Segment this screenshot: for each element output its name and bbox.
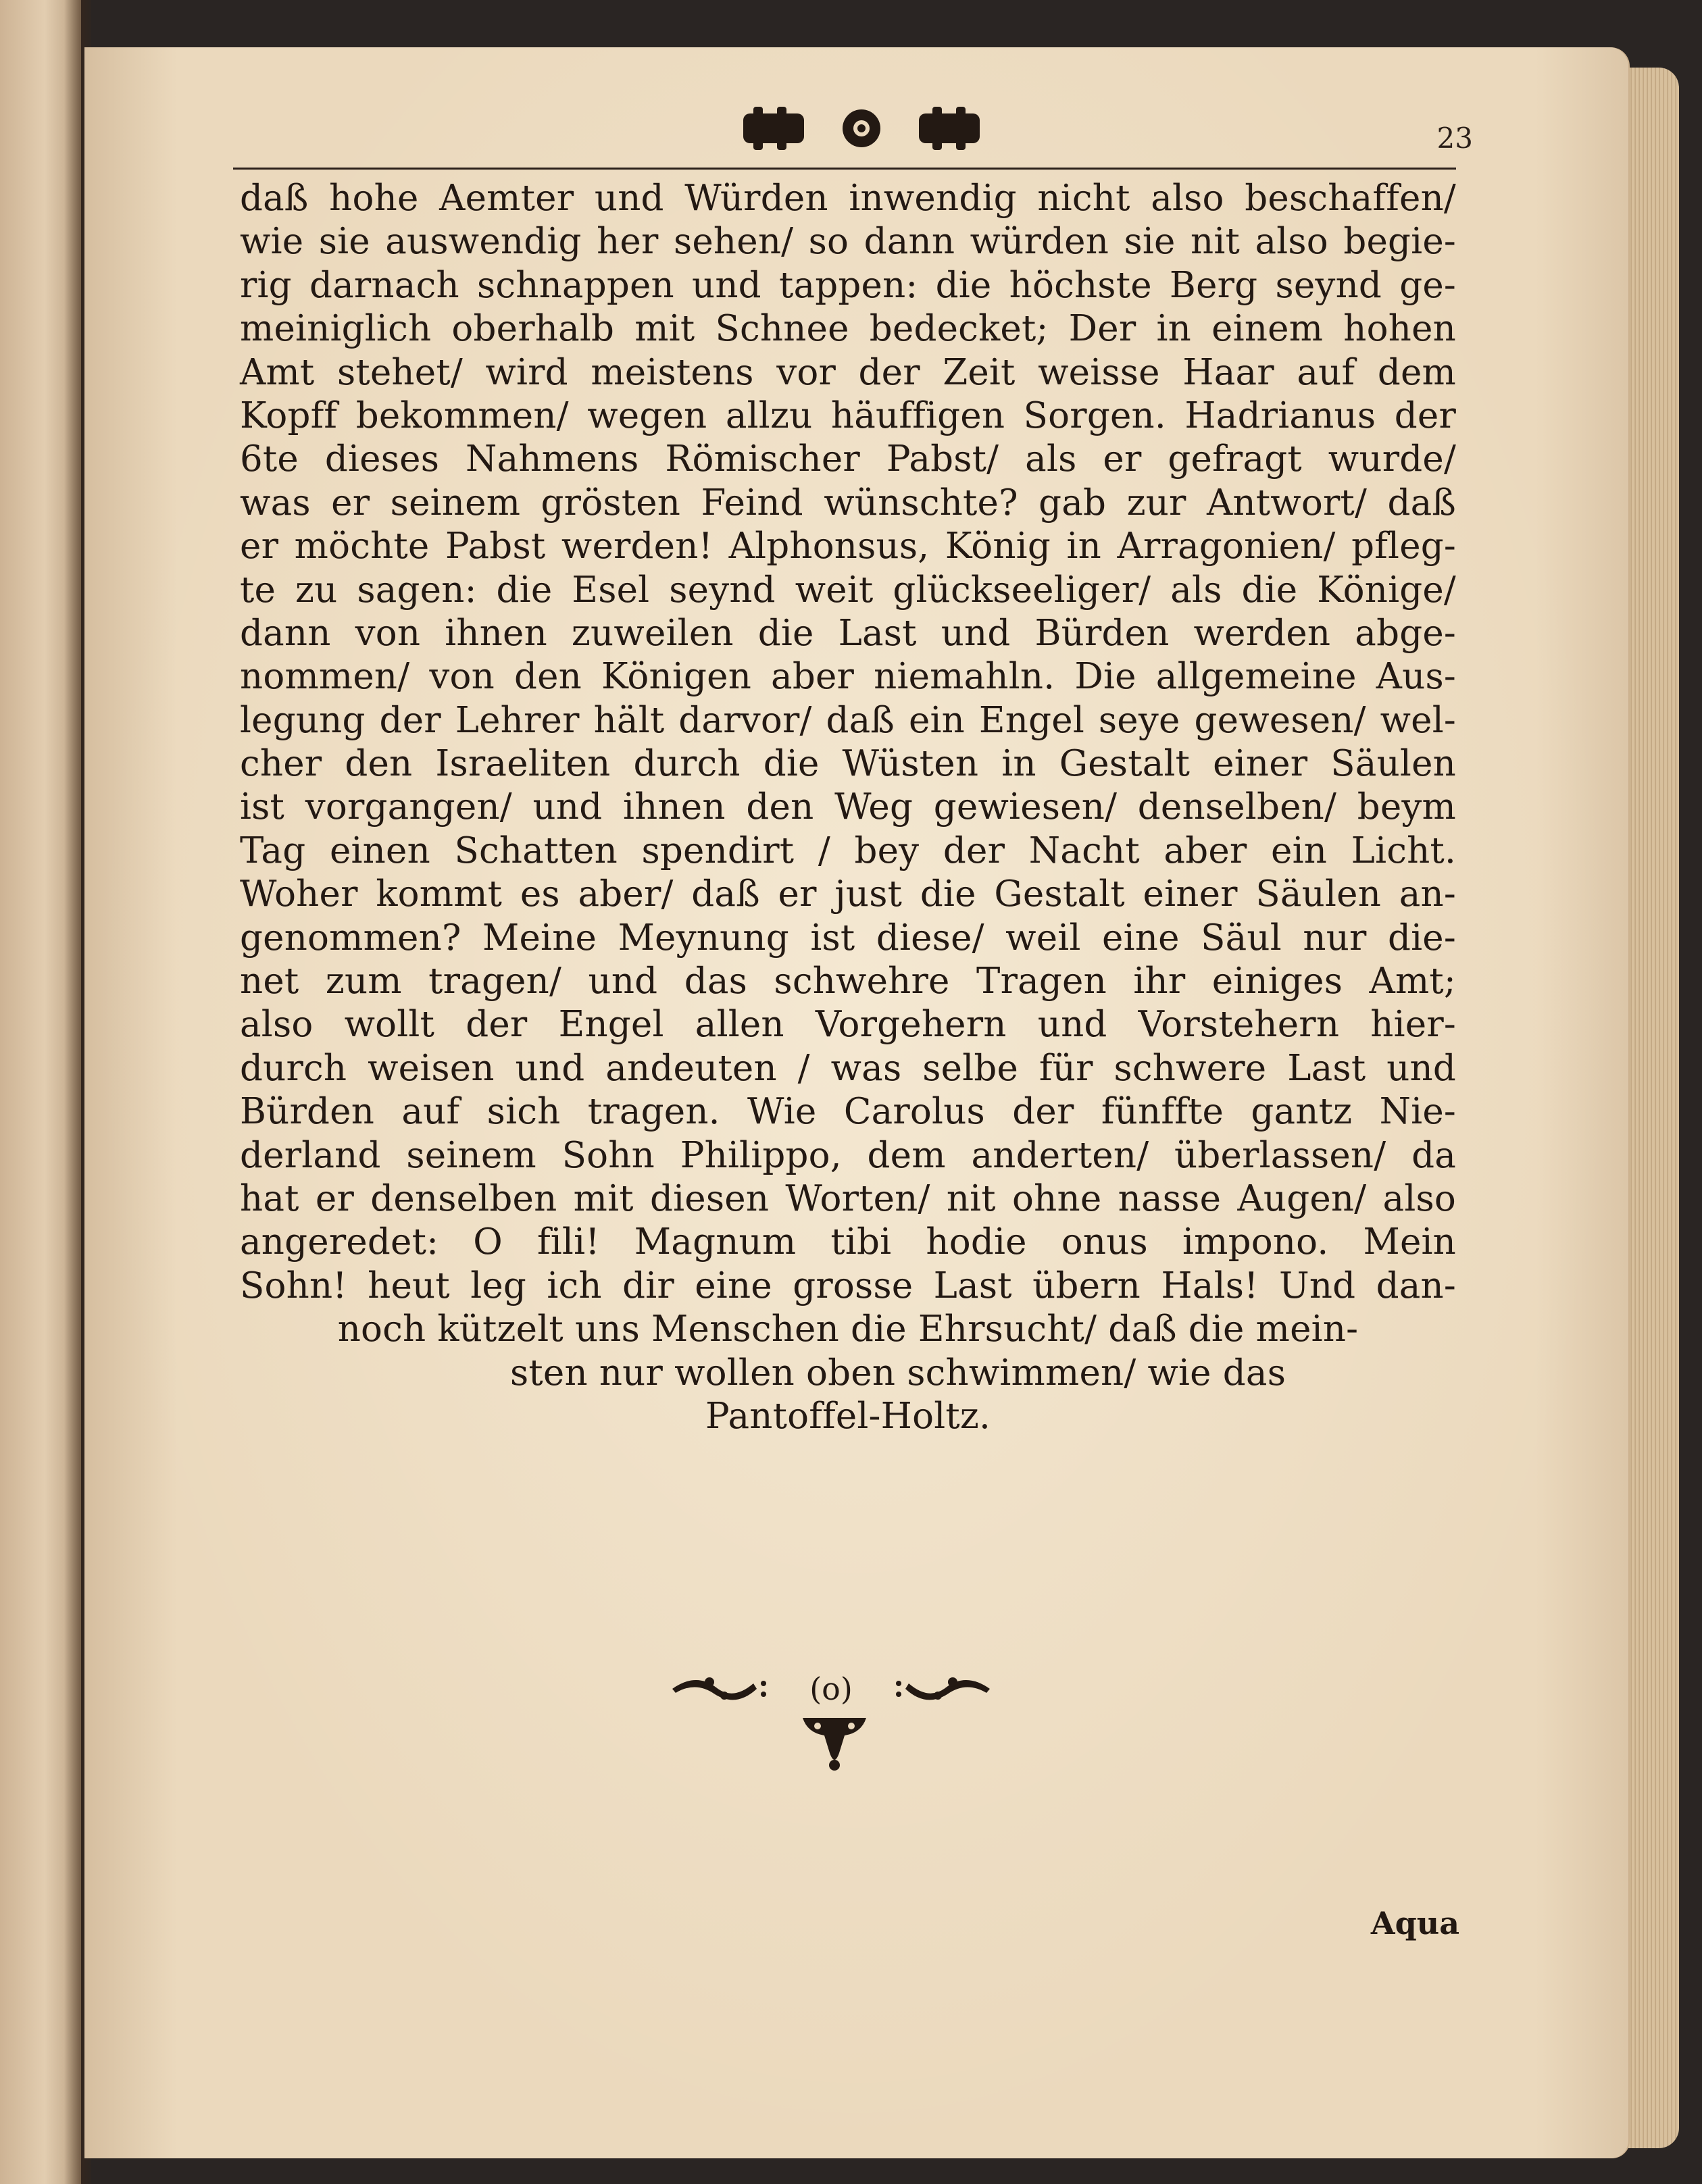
page-number: 23 [1436, 122, 1473, 155]
fleuron-finial-icon [797, 1712, 872, 1773]
text-line: sten nur wollen oben schwimmen/ wie das [510, 1352, 1286, 1394]
text-line: legung der Lehrer hält darvor/ daß ein Engel seye gewesen/ wel- [240, 699, 1456, 741]
text-line: wie sie auswendig her sehen/ so dann würden sie nit also begie- [240, 221, 1456, 263]
text-line: durch weisen und andeuten / was selbe für schwere Last und [240, 1047, 1456, 1089]
tail-ornament-left-icon [669, 1669, 770, 1709]
text-line: derland seinem Sohn Philippo, dem anderten/ überlassen/ da [240, 1134, 1456, 1176]
text-line: meiniglich oberhalb mit Schnee bedecket; Der in einem hohen [240, 308, 1456, 350]
head-ornament-icon [730, 101, 993, 155]
text-line-final: Pantoffel-Holtz. [705, 1395, 991, 1437]
text-line: rig darnach schnappen und tappen: die höchste Berg seynd ge- [240, 264, 1456, 306]
text-line: cher den Israeliten durch die Wüsten in Gestalt einer Säulen [240, 743, 1456, 785]
text-line: angeredet: O fili! Magnum tibi hodie onus impono. Mein [240, 1221, 1456, 1263]
page-block-edges [1628, 68, 1679, 2148]
tail-ornament [669, 1669, 993, 1709]
text-line: te zu sagen: die Esel seynd weit glückseeliger/ als die Könige/ [240, 569, 1456, 611]
tail-ornament-right-icon [892, 1669, 993, 1709]
catchword: Aqua [1370, 1905, 1459, 1941]
text-line: daß hohe Aemter und Würden inwendig nicht also beschaffen/ [240, 178, 1456, 219]
text-line: 6te dieses Nahmens Römischer Pabst/ als er gefragt wurde/ [240, 438, 1456, 480]
text-line: hat er denselben mit diesen Worten/ nit ohne nasse Augen/ also [240, 1177, 1456, 1219]
text-line: Tag einen Schatten spendirt / bey der Nacht aber ein Licht. [240, 830, 1456, 871]
text-line: also wollt der Engel allen Vorgehern und Vorstehern hier- [240, 1004, 1456, 1046]
text-line: ist vorgangen/ und ihnen den Weg gewiesen/ denselben/ beym [240, 786, 1456, 828]
text-line: genommen? Meine Meynung ist diese/ weil eine Säul nur die- [240, 917, 1456, 959]
text-line: nommen/ von den Königen aber niemahln. Die allgemeine Aus- [240, 656, 1456, 698]
body-text [240, 177, 1456, 1438]
text-line: Kopff bekommen/ wegen allzu häuffigen Sorgen. Hadrianus der [240, 395, 1456, 436]
header-rule [233, 168, 1456, 170]
text-line: dann von ihnen zuweilen die Last und Bürden werden abge- [240, 612, 1456, 654]
text-line: Bürden auf sich tragen. Wie Carolus der fünffte gantz Nie- [240, 1091, 1456, 1133]
text-line: net zum tragen/ und das schwehre Tragen ihr einiges Amt; [240, 961, 1456, 1002]
text-line: noch kützelt uns Menschen die Ehrsucht/ daß die mein- [337, 1309, 1359, 1350]
text-line: Sohn! heut leg ich dir eine grosse Last übern Hals! Und dan- [240, 1265, 1456, 1306]
text-line: Amt stehet/ wird meistens vor der Zeit weisse Haar auf dem [240, 351, 1456, 393]
text-line: Woher kommt es aber/ daß er just die Gestalt einer Säulen an- [240, 873, 1456, 915]
text-line: was er seinem grösten Feind wünschte? gab zur Antwort/ daß [240, 482, 1456, 524]
text-line: er möchte Pabst werden! Alphonsus, König in Arragonien/ pfleg- [240, 526, 1456, 567]
tail-ornament-text: (o) [809, 1671, 853, 1707]
